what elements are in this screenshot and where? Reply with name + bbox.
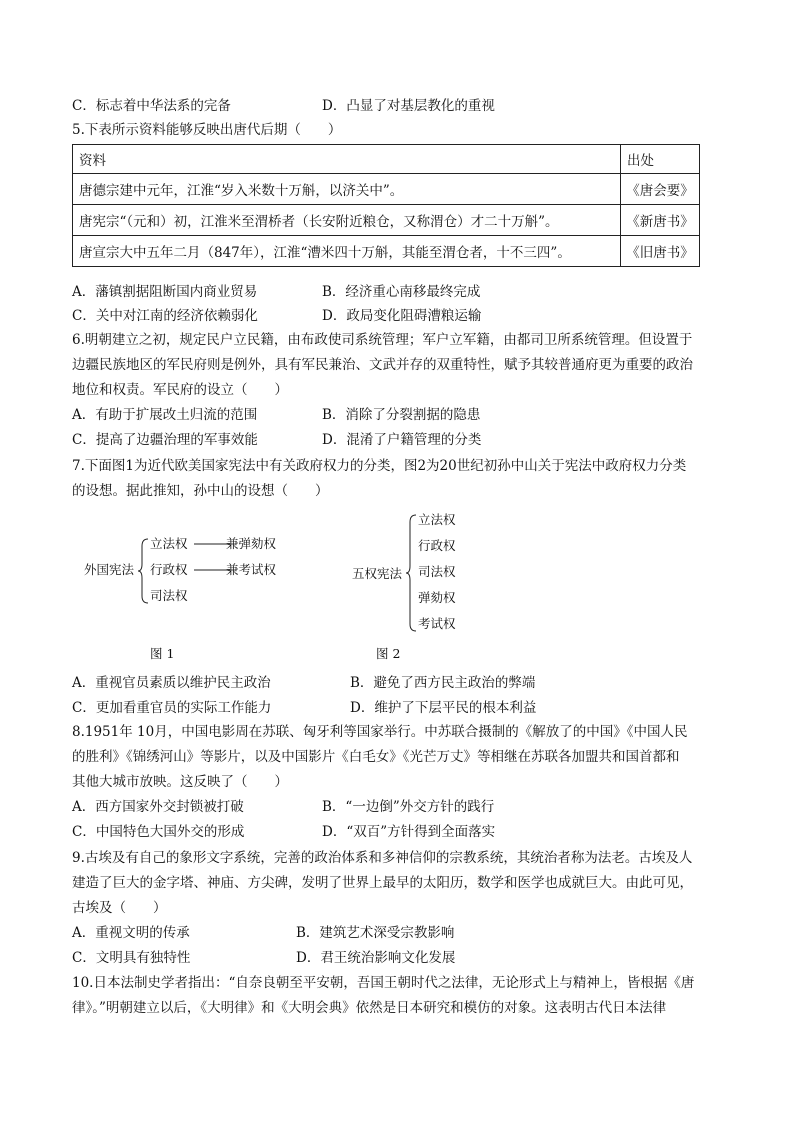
figure-1-branch-executive: 行政权 (150, 562, 188, 577)
option-d[interactable]: D．凸显了对基层教化的重视 (322, 98, 495, 114)
figure-1-branch-judicial: 司法权 (150, 588, 188, 603)
table-cell-source: 《新唐书》 (621, 205, 700, 236)
table-header-source: 出处 (621, 145, 700, 174)
option-d[interactable]: D．君王统治影响文化发展 (296, 950, 456, 966)
question-7-line-2: 的设想。据此推知，孙中山的设想（ ） (72, 483, 329, 499)
table-cell-material: 唐德宗建中元年，江淮“岁入米数十万斛，以济关中”。 (73, 174, 621, 205)
figure-2-caption: 图 2 (376, 646, 401, 661)
option-c[interactable]: C．关中对江南的经济依赖弱化 (72, 308, 258, 324)
figure-1-dash-2 (194, 569, 230, 573)
figure-2-branch-executive: 行政权 (418, 538, 456, 553)
figure-2-root: 五权宪法 (352, 566, 403, 581)
option-d[interactable]: D．政局变化阻碍漕粮运输 (322, 308, 482, 324)
figure-2-branch-exam: 考试权 (418, 616, 456, 631)
option-a[interactable]: A．西方国家外交封锁被打破 (72, 799, 244, 815)
figure-2-branch-impeach: 弹劾权 (418, 590, 456, 605)
question-9-line-2: 建造了巨大的金字塔、神庙、方尖碑，发明了世界上最早的太阳历，数学和医学也成就巨大。由此可见， (72, 875, 693, 891)
figure-1-extra-impeach: 兼弹劾权 (226, 536, 277, 551)
option-a[interactable]: A．有助于扩展改土归流的范围 (72, 407, 258, 423)
figure-1-root: 外国宪法 (84, 562, 135, 577)
question-7-line-1: 7.下面图1为近代欧美国家宪法中有关政府权力的分类，图2为20世纪初孙中山关于宪法中政府权力分类 (72, 458, 687, 474)
figure-2-branch-judicial: 司法权 (418, 564, 456, 579)
question-6-line-1: 6.明朝建立之初，规定民户立民籍，由布政使司系统管理；军户立军籍，由都司卫所系统管理。但设置于 (72, 332, 693, 348)
option-b[interactable]: B．建筑艺术深受宗教影响 (296, 925, 455, 941)
option-d[interactable]: D．“双百”方针得到全面落实 (322, 824, 496, 840)
option-c[interactable]: C．中国特色大国外交的形成 (72, 824, 245, 840)
table-cell-material: 唐宣宗大中五年二月（847年），江淮“漕米四十万斛，其能至渭仓者，十不三四”。 (73, 236, 621, 267)
option-c[interactable]: C．标志着中华法系的完备 (72, 98, 231, 114)
question-10-line-2: 律》。”明朝建立以后，《大明律》和《大明会典》依然是日本研究和模仿的对象。这表明古代日本法律 (72, 1000, 667, 1016)
question-9-line-3: 古埃及（ ） (72, 900, 167, 916)
option-b[interactable]: B．避免了西方民主政治的弊端 (350, 675, 536, 691)
table-row (73, 205, 700, 236)
figure-1 (84, 534, 304, 674)
table-header-row (73, 145, 700, 174)
table-cell-source: 《旧唐书》 (621, 236, 700, 267)
option-d[interactable]: D．混淆了户籍管理的分类 (322, 432, 482, 448)
question-8-line-2: 的胜利》《锦绣河山》等影片，以及中国影片《白毛女》《光芒万丈》等相继在苏联各加盟共和国首都和 (72, 749, 680, 765)
source-table (72, 144, 700, 267)
question-6-line-2: 边疆民族地区的军民府则是例外，具有军民兼治、文武并存的双重特性，赋予其较普通府更为重要的政治 (72, 357, 693, 373)
question-10-line-1: 10.日本法制史学者指出：“自奈良朝至平安朝，吾国王朝时代之法律，无论形式上与精神上，皆根据《唐 (72, 975, 695, 991)
option-c[interactable]: C．文明具有独特性 (72, 950, 191, 966)
figure-1-dash-1 (194, 543, 230, 547)
table-row (73, 236, 700, 267)
option-d[interactable]: D．维护了下层平民的根本利益 (350, 700, 537, 716)
table-header-material: 资料 (73, 145, 621, 174)
figure-1-caption: 图 1 (150, 646, 175, 661)
figure-2 (352, 510, 492, 670)
figure-2-branch-legislative: 立法权 (418, 512, 456, 527)
table-row (73, 174, 700, 205)
option-a[interactable]: A．藩镇割据阻断国内商业贸易 (72, 284, 258, 300)
option-a[interactable]: A．重视官员素质以维护民主政治 (72, 675, 271, 691)
question-5-stem: 5.下表所示资料能够反映出唐代后期（ ） (72, 122, 342, 138)
figure-1-extra-exam: 兼考试权 (226, 562, 277, 577)
question-8-line-1: 8.1951年 10月，中国电影周在苏联、匈牙利等国家举行。中苏联合摄制的《解放了的中国》《中国人民 (72, 724, 688, 740)
figure-1-branch-legislative: 立法权 (150, 536, 188, 551)
table-cell-source: 《唐会要》 (621, 174, 700, 205)
option-c[interactable]: C．提高了边疆治理的军事效能 (72, 432, 258, 448)
table-cell-material: 唐宪宗“（元和）初，江淮米至渭桥者（长安附近粮仓，又称渭仓）才二十万斛”。 (73, 205, 621, 236)
option-b[interactable]: B．消除了分裂割据的隐患 (322, 407, 481, 423)
question-6-line-3: 地位和权责。军民府的设立（ ） (72, 382, 288, 398)
figure-1-brace (138, 538, 150, 604)
figure-2-brace (406, 514, 418, 632)
option-b[interactable]: B．经济重心南移最终完成 (322, 284, 481, 300)
option-c[interactable]: C．更加看重官员的实际工作能力 (72, 700, 272, 716)
question-8-line-3: 其他大城市放映。这反映了（ ） (72, 774, 288, 790)
option-b[interactable]: B．“一边倒”外交方针的践行 (322, 799, 495, 815)
question-9-line-1: 9.古埃及有自己的象形文字系统，完善的政治体系和多神信仰的宗教系统，其统治者称为法老。古埃及人 (72, 850, 693, 866)
option-a[interactable]: A．重视文明的传承 (72, 925, 190, 941)
